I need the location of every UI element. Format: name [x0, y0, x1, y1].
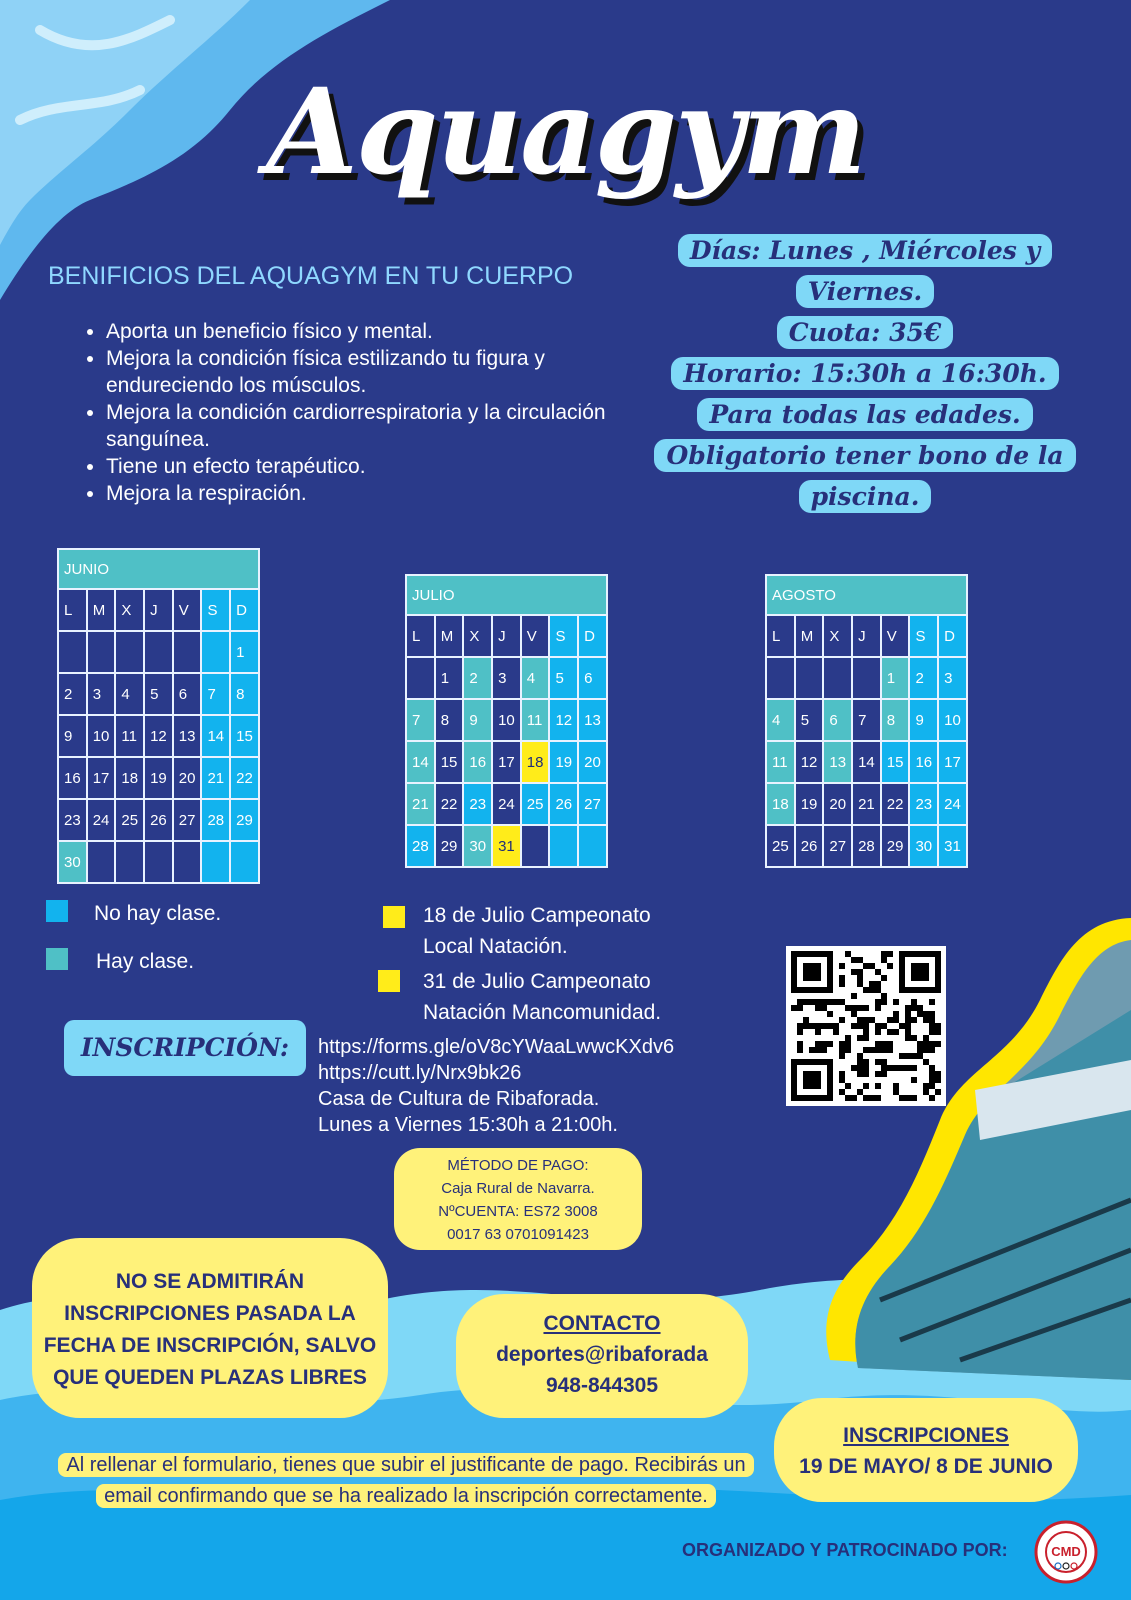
calendar-day: 17: [938, 741, 967, 783]
calendar-day: [852, 657, 881, 699]
calendar-day: 9: [909, 699, 938, 741]
calendar-day: 21: [201, 757, 230, 799]
payment-line: 0017 63 0701091423: [447, 1226, 589, 1243]
calendar-day: 2: [909, 657, 938, 699]
calendar-day: 24: [87, 799, 116, 841]
calendar-day: [115, 631, 144, 673]
legend-event1-line2: Local Natación.: [423, 935, 568, 958]
calendar-day: 10: [938, 699, 967, 741]
calendar-day: 25: [766, 825, 795, 867]
calendar-day: 12: [144, 715, 173, 757]
calendar-day: 10: [492, 699, 521, 741]
calendar-day: 9: [58, 715, 87, 757]
calendar-day: 24: [938, 783, 967, 825]
calendar-day: 26: [144, 799, 173, 841]
calendar-day: 14: [406, 741, 435, 783]
weekday-header: V: [173, 589, 202, 631]
calendar-day: 19: [144, 757, 173, 799]
calendar-day: 1: [230, 631, 259, 673]
legend-no-class-label: No hay clase.: [94, 902, 222, 925]
no-admit-notice: NO SE ADMITIRÁN INSCRIPCIONES PASADA LA FECHA DE INSCRIPCIÓN, SALVO QUE QUEDEN PLAZAS LIBRES: [32, 1238, 388, 1418]
calendar-day: 21: [406, 783, 435, 825]
calendar-day: 4: [115, 673, 144, 715]
calendar-day: 21: [852, 783, 881, 825]
calendar-day: 23: [909, 783, 938, 825]
calendar-table: [765, 574, 968, 868]
calendar-day: [115, 841, 144, 883]
qr-code-icon: [786, 946, 946, 1106]
inscription-place: Casa de Cultura de Ribaforada.: [318, 1088, 600, 1110]
calendar-day: 13: [578, 699, 607, 741]
weekday-header: M: [435, 615, 464, 657]
organizer-logo: [1034, 1520, 1098, 1584]
benefit-item: • Tiene un efecto terapéutico.: [106, 453, 640, 480]
benefit-item: • Mejora la condición física estilizando tu figura y endureciendo los músculos.: [106, 345, 640, 399]
calendar-day: 17: [87, 757, 116, 799]
calendar-day: 11: [115, 715, 144, 757]
benefits-list: [80, 318, 640, 507]
page-title: Aquagym: [266, 62, 865, 201]
calendar-day: 16: [909, 741, 938, 783]
calendar-day: [87, 631, 116, 673]
calendar-day: 26: [795, 825, 824, 867]
calendar-day: 25: [521, 783, 550, 825]
info-days: Días: Lunes , Miércoles y Viernes.: [678, 234, 1052, 308]
contact-phone[interactable]: 948-844305: [545, 1374, 659, 1397]
calendar-day: 27: [578, 783, 607, 825]
payment-line: Caja Rural de Navarra.: [441, 1180, 595, 1197]
calendar-day: 8: [881, 699, 910, 741]
calendar-day: 8: [435, 699, 464, 741]
calendar-month: JULIO: [406, 575, 607, 615]
calendar-day: 20: [823, 783, 852, 825]
calendar-day: [87, 841, 116, 883]
calendar-day: 30: [463, 825, 492, 867]
calendar-day: 9: [463, 699, 492, 741]
calendar-day: 15: [435, 741, 464, 783]
info-schedule: Horario: 15:30h a 16:30h.: [671, 357, 1058, 390]
calendar-day: 18: [766, 783, 795, 825]
weekday-header: D: [938, 615, 967, 657]
calendar-day: 6: [823, 699, 852, 741]
short-link[interactable]: https://cutt.ly/Nrx9bk26: [318, 1062, 522, 1084]
weekday-header: D: [230, 589, 259, 631]
calendar-day: 10: [87, 715, 116, 757]
weekday-header: X: [115, 589, 144, 631]
legend-event1-label: [423, 900, 651, 962]
calendar-day: 11: [766, 741, 795, 783]
inscription-label: INSCRIPCIÓN:: [64, 1020, 306, 1076]
calendar-day: [173, 631, 202, 673]
inscription-hours: Lunes a Viernes 15:30h a 21:00h.: [318, 1114, 618, 1136]
calendar-day: 18: [115, 757, 144, 799]
calendar-day: 7: [852, 699, 881, 741]
weekday-header: D: [578, 615, 607, 657]
calendar-day: 7: [406, 699, 435, 741]
calendar-day: 27: [173, 799, 202, 841]
calendar-day: 19: [549, 741, 578, 783]
weekday-header: X: [463, 615, 492, 657]
calendar-day: 28: [852, 825, 881, 867]
benefit-item: • Aporta un beneficio físico y mental.: [106, 318, 640, 345]
inscription-details: [318, 1034, 674, 1138]
organized-by: ORGANIZADO Y PATROCINADO POR:: [682, 1540, 1008, 1560]
legend-event1-line1: 18 de Julio Campeonato: [423, 904, 651, 927]
legend-event1-swatch: [383, 906, 405, 928]
calendar-day: [201, 631, 230, 673]
weekday-header: V: [881, 615, 910, 657]
calendar-day: 30: [58, 841, 87, 883]
payment-box: [394, 1148, 642, 1250]
calendar-day: 18: [521, 741, 550, 783]
info-ages: Para todas las edades.: [697, 398, 1032, 431]
legend-event2-label: [423, 966, 661, 1028]
weekday-header: J: [144, 589, 173, 631]
weekday-header: X: [823, 615, 852, 657]
weekday-header: L: [406, 615, 435, 657]
contact-heading: CONTACTO: [543, 1312, 661, 1335]
calendar-month: AGOSTO: [766, 575, 967, 615]
calendar-day: 29: [881, 825, 910, 867]
contact-box: [456, 1294, 748, 1418]
calendar-day: 6: [173, 673, 202, 715]
weekday-header: L: [58, 589, 87, 631]
weekday-header: V: [521, 615, 550, 657]
organizer-logo-text: CMD: [1051, 1544, 1081, 1559]
payment-line: NºCUENTA: ES72 3008: [438, 1203, 598, 1220]
calendar-day: [549, 825, 578, 867]
legend-class-label: Hay clase.: [96, 950, 195, 973]
qr-code[interactable]: [786, 946, 946, 1106]
weekday-header: S: [201, 589, 230, 631]
payment-line: MÉTODO DE PAGO:: [447, 1157, 589, 1174]
inscription-dates-box: [774, 1398, 1078, 1502]
legend-event2-line1: 31 de Julio Campeonato: [423, 970, 651, 993]
calendar-day: 30: [909, 825, 938, 867]
legend-no-class-swatch: [46, 900, 68, 922]
weekday-header: M: [795, 615, 824, 657]
organizer-logo-icon: [1034, 1520, 1098, 1584]
calendar-day: 13: [173, 715, 202, 757]
calendar-day: 4: [521, 657, 550, 699]
dates-heading: INSCRIPCIONES: [843, 1424, 1009, 1447]
benefit-item: • Mejora la respiración.: [106, 480, 640, 507]
calendar-day: 25: [115, 799, 144, 841]
weekday-header: J: [492, 615, 521, 657]
calendar-day: 7: [201, 673, 230, 715]
form-note: [56, 1450, 756, 1512]
calendar-day: 3: [938, 657, 967, 699]
calendar-day: 2: [58, 673, 87, 715]
calendar-day: 20: [578, 741, 607, 783]
calendar-day: [795, 657, 824, 699]
calendar-day: 29: [435, 825, 464, 867]
calendar-day: 12: [795, 741, 824, 783]
calendar-day: 2: [463, 657, 492, 699]
benefit-item: • Mejora la condición cardiorrespiratoria y la circulación sanguínea.: [106, 399, 640, 453]
calendar-day: [58, 631, 87, 673]
calendar-day: 24: [492, 783, 521, 825]
calendar-day: 13: [823, 741, 852, 783]
calendar-day: 22: [881, 783, 910, 825]
dates-range: 19 DE MAYO/ 8 DE JUNIO: [799, 1455, 1053, 1478]
calendar-day: 3: [87, 673, 116, 715]
calendar-day: 29: [230, 799, 259, 841]
calendar-table: [57, 548, 260, 884]
calendar-day: 5: [549, 657, 578, 699]
calendar-day: 12: [549, 699, 578, 741]
contact-email[interactable]: deportes@ribaforada: [496, 1343, 708, 1366]
calendar-day: 16: [463, 741, 492, 783]
form-link[interactable]: https://forms.gle/oV8cYWaaLwwcKXdv6: [318, 1036, 675, 1058]
calendar-day: 15: [230, 715, 259, 757]
calendar-day: 31: [492, 825, 521, 867]
weekday-header: J: [852, 615, 881, 657]
calendar-day: 14: [201, 715, 230, 757]
calendar-day: 22: [230, 757, 259, 799]
calendar-day: 1: [881, 657, 910, 699]
calendar-day: 22: [435, 783, 464, 825]
calendar-day: [144, 841, 173, 883]
calendar-day: [144, 631, 173, 673]
weekday-header: L: [766, 615, 795, 657]
calendar-day: 16: [58, 757, 87, 799]
calendar-day: 11: [521, 699, 550, 741]
calendar-day: [766, 657, 795, 699]
legend-event2-swatch: [378, 970, 400, 992]
calendar-day: 20: [173, 757, 202, 799]
calendar-day: 5: [144, 673, 173, 715]
calendar-day: [173, 841, 202, 883]
calendar-day: [406, 657, 435, 699]
legend-class-swatch: [46, 948, 68, 970]
calendar-day: 19: [795, 783, 824, 825]
calendar-day: 5: [795, 699, 824, 741]
calendar-day: [201, 841, 230, 883]
calendar-day: 23: [463, 783, 492, 825]
calendar-day: 15: [881, 741, 910, 783]
calendar-day: 3: [492, 657, 521, 699]
weekday-header: M: [87, 589, 116, 631]
legend-event2-line2: Natación Mancomunidad.: [423, 1001, 662, 1024]
calendar-day: 23: [58, 799, 87, 841]
weekday-header: S: [909, 615, 938, 657]
benefits-heading: BENIFICIOS DEL AQUAGYM EN TU CUERPO: [48, 262, 574, 290]
calendar-day: 17: [492, 741, 521, 783]
info-fee: Cuota: 35€: [777, 316, 954, 349]
calendar-day: 28: [201, 799, 230, 841]
calendar-day: [823, 657, 852, 699]
calendar-day: [521, 825, 550, 867]
calendar-month: JUNIO: [58, 549, 259, 589]
calendar-table: [405, 574, 608, 868]
calendar-day: [578, 825, 607, 867]
calendar-day: 8: [230, 673, 259, 715]
calendar-day: [230, 841, 259, 883]
info-block: [640, 230, 1090, 517]
form-note-text: Al rellenar el formulario, tienes que subir el justificante de pago. Recibirás un email confirmando que se ha realizado la inscripción correctamente.: [58, 1453, 753, 1508]
calendar-day: 1: [435, 657, 464, 699]
weekday-header: S: [549, 615, 578, 657]
calendar-day: 4: [766, 699, 795, 741]
calendar-day: 26: [549, 783, 578, 825]
calendar-day: 6: [578, 657, 607, 699]
calendar-day: 14: [852, 741, 881, 783]
calendar-day: 28: [406, 825, 435, 867]
calendar-day: 31: [938, 825, 967, 867]
info-requirement: Obligatorio tener bono de la piscina.: [654, 439, 1075, 513]
calendar-day: 27: [823, 825, 852, 867]
